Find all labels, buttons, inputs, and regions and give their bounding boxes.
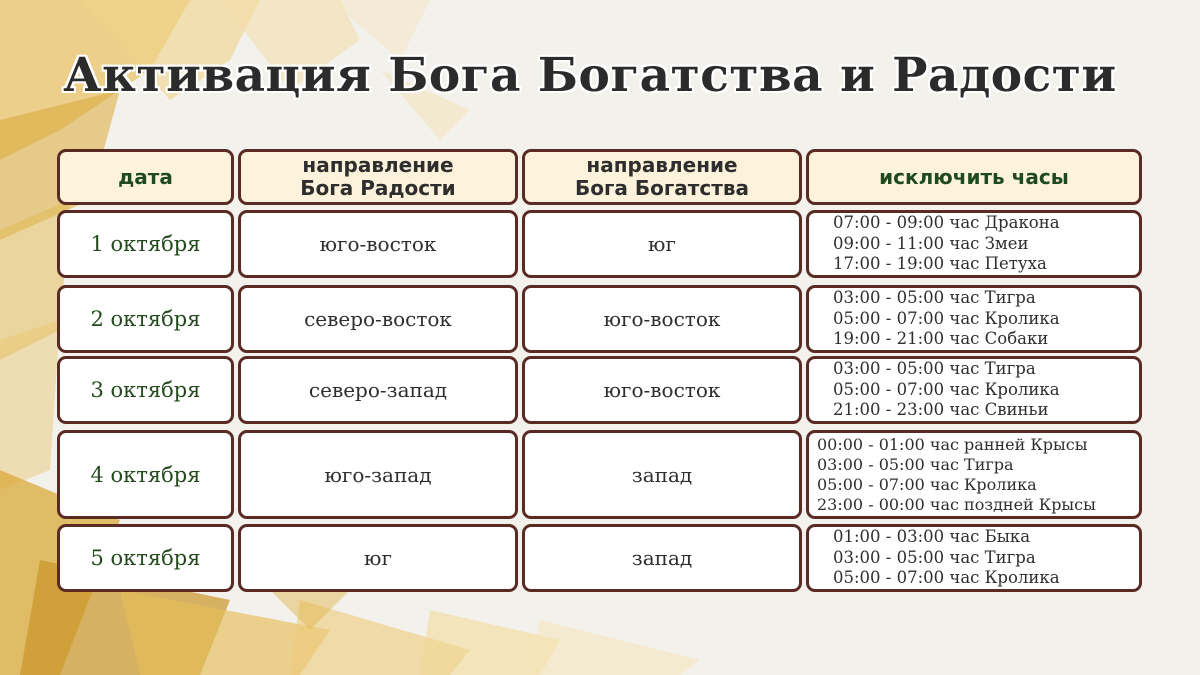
hour-entry: 17:00 - 19:00 час Петуха [833,254,1047,274]
hour-entry: 09:00 - 11:00 час Змеи [833,233,1029,253]
row-2-date: 2 октября [57,285,234,353]
row-3-joy-direction: северо-запад [238,356,518,424]
hour-entry: 03:00 - 05:00 час Тигра [833,547,1036,567]
row-3-wealth-direction: юго-восток [522,356,802,424]
hour-entry: 07:00 - 09:00 час Дракона [833,213,1060,233]
header-joy-direction: направление Бога Радости [238,149,518,205]
hour-entry: 19:00 - 21:00 час Собаки [833,329,1049,349]
header-wealth-direction: направление Бога Богатства [522,149,802,205]
hour-entry: 01:00 - 03:00 час Быка [833,527,1031,547]
row-1-exclude-hours [806,210,1142,278]
row-3-date: 3 октября [57,356,234,424]
row-2-joy-direction: северо-восток [238,285,518,353]
row-3-exclude-hours [806,356,1142,424]
hour-entry: 00:00 - 01:00 час ранней Крысы [817,434,1088,454]
hour-entry: 05:00 - 07:00 час Кролика [833,308,1060,328]
hour-entry: 03:00 - 05:00 час Тигра [833,359,1036,379]
row-1-wealth-direction: юг [522,210,802,278]
row-4-wealth-direction: запад [522,430,802,519]
hour-entry: 05:00 - 07:00 час Кролика [833,379,1060,399]
row-4-joy-direction: юго-запад [238,430,518,519]
row-1-date: 1 октября [57,210,234,278]
row-2-exclude-hours [806,285,1142,353]
row-2-wealth-direction: юго-восток [522,285,802,353]
row-1-joy-direction: юго-восток [238,210,518,278]
header-exclude-hours: исключить часы [806,149,1142,205]
row-4-exclude-hours [806,430,1142,519]
hour-entry: 05:00 - 07:00 час Кролика [817,474,1037,494]
row-5-wealth-direction: запад [522,524,802,592]
hour-entry: 05:00 - 07:00 час Кролика [833,568,1060,588]
hour-entry: 23:00 - 00:00 час поздней Крысы [817,494,1096,514]
hour-entry: 03:00 - 05:00 час Тигра [833,288,1036,308]
row-5-date: 5 октября [57,524,234,592]
hour-entry: 21:00 - 23:00 час Свиньи [833,400,1049,420]
page-title: Активация Бога Богатства и Радости [63,48,1117,103]
row-4-date: 4 октября [57,430,234,519]
row-5-exclude-hours [806,524,1142,592]
row-5-joy-direction: юг [238,524,518,592]
hour-entry: 03:00 - 05:00 час Тигра [817,454,1014,474]
header-date: дата [57,149,234,205]
